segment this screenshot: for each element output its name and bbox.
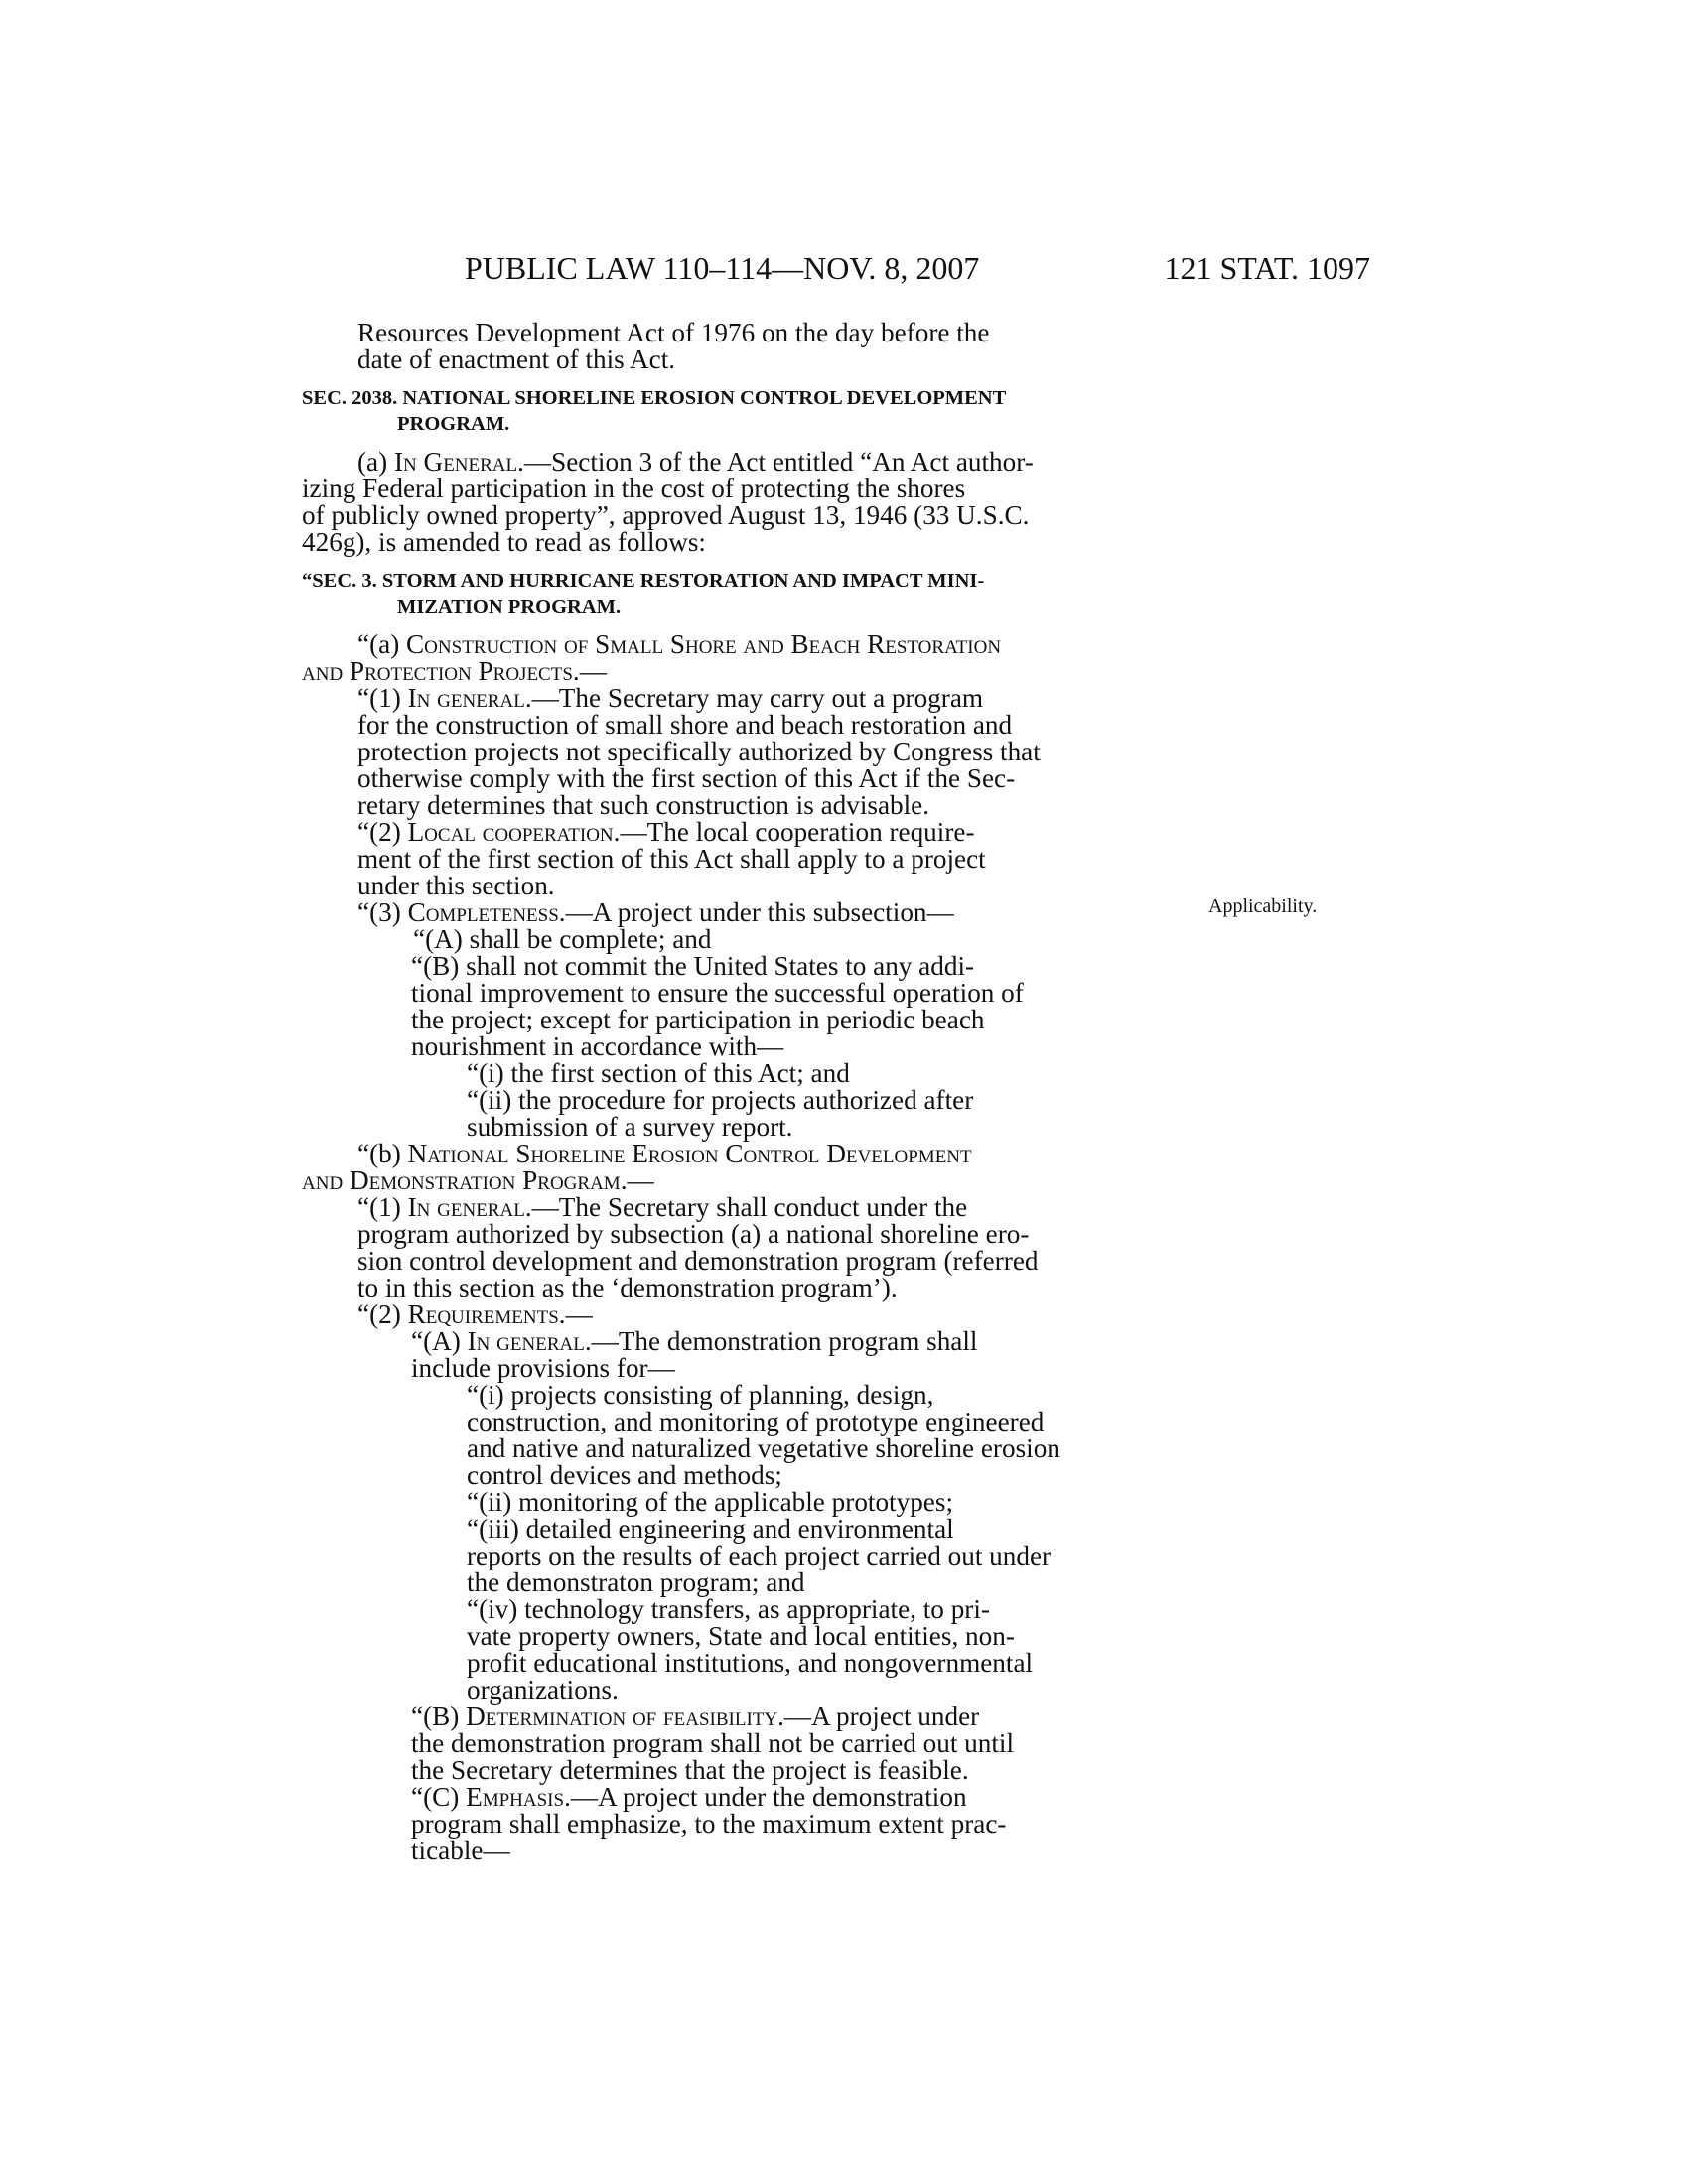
text-line (357, 1704, 1180, 1730)
text-run: .— (558, 1299, 593, 1329)
continuation-paragraph (302, 320, 1180, 373)
section-3-heading (302, 568, 1180, 619)
subsection-heading: In General (393, 447, 518, 477)
text-line: “(i) the first section of this Act; and (467, 1058, 850, 1088)
text-line: “(iii) detailed engineering and environmental (467, 1514, 954, 1544)
paragraph-heading: Completeness (407, 897, 559, 927)
clause-b-2-A-ii (302, 1489, 1180, 1516)
paragraph-heading: Requirements (407, 1299, 559, 1329)
text-line (302, 1301, 1180, 1328)
text-run: .—The local cooperation require- (613, 817, 975, 847)
text-line: include provisions for— (411, 1353, 675, 1383)
text-line (357, 1784, 1180, 1811)
enum: “(1) (357, 683, 408, 713)
text-line: the demonstraton program; and (467, 1568, 805, 1597)
text-line: program authorized by subsection (a) a national shoreline ero- (357, 1219, 1030, 1249)
text-line: profit educational institutions, and nongovernmental (467, 1648, 1034, 1678)
text-line: “(iv) technology transfers, as appropriate, to pri- (467, 1594, 990, 1624)
paragraph-a-1 (302, 685, 1180, 819)
clause-a-3-B-ii (302, 1087, 1180, 1141)
text-run: .— (572, 656, 607, 686)
paragraph-a-3 (302, 899, 1180, 926)
text-line: izing Federal participation in the cost of protecting the shores (302, 474, 966, 503)
paragraph-heading: In general (407, 1192, 525, 1222)
text-line (302, 631, 1180, 658)
text-line (302, 1167, 1180, 1194)
text-line (302, 449, 1180, 476)
paragraph-b-1 (302, 1194, 1180, 1301)
enum: “(2) (357, 817, 408, 847)
text-line: retary determines that such construction is advisable. (357, 790, 930, 820)
text-line: “(ii) the procedure for projects authorized after (467, 1085, 974, 1115)
text-line: “(B) shall not commit the United States to any addi- (411, 951, 975, 981)
quoted-subsection-b (302, 1141, 1180, 1194)
enum: “(A) (411, 1326, 468, 1356)
enum: (a) (357, 447, 394, 477)
document-body (302, 320, 1180, 1864)
subsection-heading: National Shoreline Erosion Control Development (407, 1139, 972, 1168)
text-line: sion control development and demonstration program (referred (357, 1246, 1039, 1276)
text-line (302, 658, 1180, 685)
clause-a-3-B-i (302, 1060, 1180, 1087)
text-line: the project; except for participation in periodic beach (411, 1005, 985, 1034)
text-line (302, 819, 1180, 846)
clause-b-2-A-i (302, 1382, 1180, 1489)
text-line (302, 1194, 1180, 1221)
text-line: for the construction of small shore and beach restoration and (357, 710, 1013, 740)
text-line: 426g), is amended to read as follows: (302, 527, 706, 557)
text-run: .—A project under (777, 1702, 980, 1731)
paragraph-b-2 (302, 1301, 1180, 1328)
text-run: .— (620, 1165, 654, 1195)
text-line: reports on the results of each project carried out under (467, 1541, 1052, 1570)
text-line: program shall emphasize, to the maximum extent prac- (411, 1809, 1007, 1839)
text-line: otherwise comply with the first section of this Act if the Sec- (357, 763, 1016, 793)
text-line: “(ii) monitoring of the applicable prototypes; (467, 1487, 953, 1517)
margin-note-applicability: Applicability. (1208, 895, 1318, 917)
text-line: MIZATION PROGRAM. (397, 596, 622, 617)
text-line: PROGRAM. (397, 413, 510, 435)
subsection-heading: Construction of Small Shore and Beach Restoration (406, 629, 1002, 659)
text-run: .—The Secretary shall conduct under the (524, 1192, 968, 1222)
text-run: .—Section 3 of the Act entitled “An Act author- (517, 447, 1034, 477)
text-line: vate property owners, State and local entities, non- (467, 1621, 1015, 1651)
text-line (357, 1328, 1180, 1355)
subparagraph-b-2-C (302, 1784, 1180, 1864)
text-line: nourishment in accordance with— (411, 1031, 784, 1061)
text-line: “(i) projects consisting of planning, design, (467, 1380, 934, 1410)
text-line: to in this section as the ‘demonstration program’). (357, 1273, 898, 1302)
header-stat-page: 121 STAT. 1097 (1164, 250, 1370, 286)
text-line: the Secretary determines that the project is feasible. (411, 1755, 969, 1785)
text-line (302, 1141, 1180, 1167)
enum: “(b) (357, 1139, 408, 1168)
text-line: the demonstration program shall not be carried out until (411, 1728, 1015, 1758)
text-run: .—A project under the demonstration (564, 1782, 967, 1812)
clause-b-2-A-iii (302, 1516, 1180, 1596)
subparagraph-heading: In general (467, 1326, 585, 1356)
section-2038-heading (302, 385, 1180, 437)
text-line: ticable— (411, 1836, 510, 1865)
text-line: control devices and methods; (467, 1460, 782, 1490)
subsection-a (302, 449, 1180, 556)
text-line: organizations. (467, 1675, 619, 1705)
subparagraph-heading: Determination of feasibility (466, 1702, 778, 1731)
text-line (302, 899, 1180, 926)
enum: “(3) (357, 897, 408, 927)
paragraph-heading: In general (407, 683, 525, 713)
text-line: “(A) shall be complete; and (413, 924, 712, 954)
header-title: PUBLIC LAW 110–114—NOV. 8, 2007 (465, 250, 980, 286)
enum: “(C) (411, 1782, 467, 1812)
subsection-heading: and Demonstration Program (302, 1165, 621, 1195)
quoted-subsection-a (302, 631, 1180, 685)
subparagraph-b-2-B (302, 1704, 1180, 1784)
subparagraph-a-3-A (302, 926, 1180, 953)
text-line: of publicly owned property”, approved August 13, 1946 (33 U.S.C. (302, 500, 1030, 530)
text-line: construction, and monitoring of prototype engineered (467, 1407, 1045, 1436)
text-line: Resources Development Act of 1976 on the day before the (357, 318, 990, 347)
subparagraph-b-2-A (302, 1328, 1180, 1382)
running-header (465, 248, 1370, 288)
paragraph-heading: Local cooperation (407, 817, 614, 847)
text-line (302, 685, 1180, 712)
subparagraph-a-3-B (302, 953, 1180, 1060)
subparagraph-heading: Emphasis (466, 1782, 565, 1812)
paragraph-a-2 (302, 819, 1180, 899)
text-run: .—The Secretary may carry out a program (524, 683, 984, 713)
text-line: “SEC. 3. STORM AND HURRICANE RESTORATION AND IMPACT MINI- (302, 570, 985, 592)
enum: “(B) (411, 1702, 467, 1731)
clause-b-2-A-iv (302, 1596, 1180, 1704)
text-line: under this section. (357, 871, 555, 900)
text-line: date of enactment of this Act. (357, 344, 676, 374)
text-run: .—The demonstration program shall (584, 1326, 978, 1356)
text-line: SEC. 2038. NATIONAL SHORELINE EROSION CONTROL DEVELOPMENT (302, 387, 1007, 409)
enum: “(1) (357, 1192, 408, 1222)
text-line: tional improvement to ensure the successful operation of (411, 978, 1024, 1008)
subsection-heading: and Protection Projects (302, 656, 573, 686)
enum: “(a) (357, 629, 407, 659)
enum: “(2) (357, 1299, 408, 1329)
text-line: and native and naturalized vegetative shoreline erosion (467, 1433, 1060, 1463)
text-line: protection projects not specifically authorized by Congress that (357, 737, 1041, 766)
text-line: ment of the first section of this Act shall apply to a project (357, 844, 986, 874)
text-run: .—A project under this subsection— (558, 897, 954, 927)
text-line: submission of a survey report. (467, 1112, 793, 1142)
